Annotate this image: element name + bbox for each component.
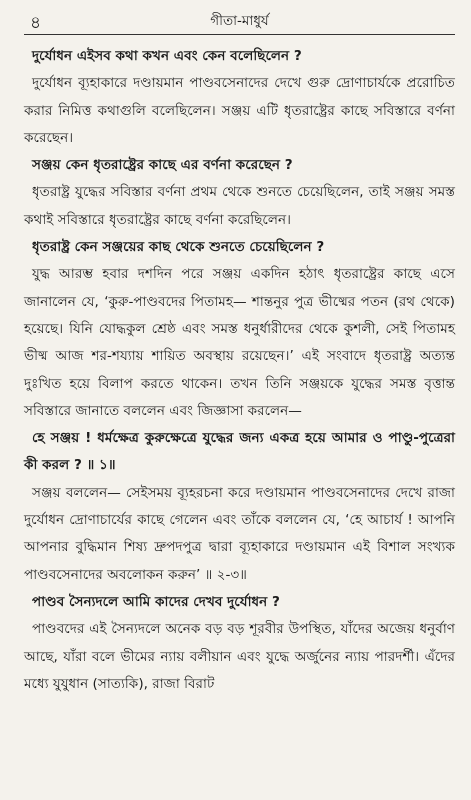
running-title: গীতা-মাধুর্য (210, 13, 269, 29)
answer-paragraph: পাণ্ডবদের এই সৈন্যদলে অনেক বড় বড় শূরবীর উপস্থিত, যাঁদের অজেয় ধনুর্বাণ আছে, যাঁরা বলে ভীমের ন্যায় বলীয়ান এবং যুদ্ধে অর্জুনের ন্যায় পারদর্শী। এঁদের মধ্যে যুযুধান (সাত্যকি), রাজা বিরাট (24, 621, 455, 692)
answer-paragraph: দুর্যোধন ব্যূহাকারে দণ্ডায়মান পাণ্ডবসেনাদের দেখে গুরু দ্রোণাচার্যকে প্ররোচিত করার নিমিত্ত কথাগুলি বলেছিলেন। সঞ্জয় এটি ধৃতরাষ্ট্রের কাছে সবিস্তারে বর্ণনা করেছেন। (24, 75, 455, 146)
question-heading: ধৃতরাষ্ট্র কেন সঞ্জয়ের কাছ থেকে শুনতে চেয়েছিলেন ? (32, 239, 325, 256)
verse-text: হে সঞ্জয় ! ধর্মক্ষেত্র কুরুক্ষেত্রে যুদ্ধের জন্য একত্র হয়ে আমার ও পাণ্ডু-পুত্রেরা কী করল ? ॥ ১॥ (24, 430, 455, 474)
answer-paragraph: ধৃতরাষ্ট্র যুদ্ধের সবিস্তার বর্ণনা প্রথম থেকে শুনতে চেয়েছিলেন, তাই সঞ্জয় সমস্ত কথাই সবিস্তারে ধৃতরাষ্ট্রের কাছে বর্ণনা করেছিলেন। (24, 184, 455, 228)
question-heading: সঞ্জয় কেন ধৃতরাষ্ট্রের কাছে এর বর্ণনা করেছেন ? (32, 157, 293, 174)
answer-paragraph: সঞ্জয় বললেন— সেইসময় ব্যূহরচনা করে দণ্ডায়মান পাণ্ডবসেনাদের দেখে রাজা দুর্যোধন দ্রোণাচার্যের কাছে গেলেন এবং তাঁকে বললেন যে, ‘হে আচার্য ! আপনি আপনার বুদ্ধিমান শিষ্য দ্রুপদপুত্র দ্বারা ব্যূহাকারে দণ্ডায়মান এই বিশাল সংখ্যক পাণ্ডবসেনাদের অবলোকন করুন’ ॥ ২-৩॥ (24, 484, 455, 583)
page-header (24, 0, 455, 35)
question-heading: পাণ্ডব সৈন্যদলে আমি কাদের দেখব দুর্যোধন ? (32, 593, 280, 610)
page-body (24, 43, 455, 698)
answer-paragraph: যুদ্ধ আরম্ভ হবার দশদিন পরে সঞ্জয় একদিন হঠাৎ ধৃতরাষ্ট্রের কাছে এসে জানালেন যে, ‘কুরু-পাণ্ডবদের পিতামহ— শান্তনুর পুত্র ভীষ্মের পতন (রথ থেকে) হয়েছে। যিনি যোদ্ধকুল শ্রেষ্ঠ এবং সমস্ত ধনুর্ধারীদের থেকে কুশলী, সেই পিতামহ ভীষ্ম আজ শর-শয্যায় শায়িত অবস্থায় রয়েছেন।’ এই সংবাদে ধৃতরাষ্ট্র অত্যন্ত দুঃখিত হয়ে বিলাপ করতে থাকেন। তখন তিনি সঞ্জয়কে যুদ্ধের সমস্ত বৃত্তান্ত সবিস্তারে জানাতে বললেন এবং জিজ্ঞাসা করলেন— (24, 266, 455, 419)
question-heading: দুর্যোধন এইসব কথা কখন এবং কেন বলেছিলেন ? (32, 48, 302, 64)
page-number: ৪ (30, 13, 42, 33)
